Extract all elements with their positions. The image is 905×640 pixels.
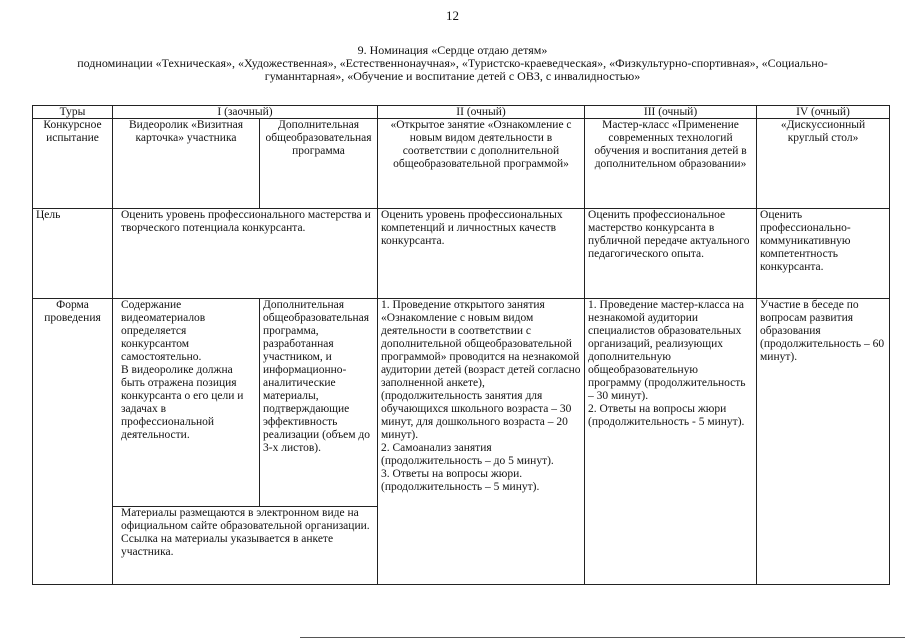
form-t2-item-1: 1. Проведение открытого занятия «Ознакомление с новым видом деятельности в соответствии с дополнительной общеобразовательной программой» проводится на незнакомой аудитории детей (возраст детей согласно заполненной анкете), (продолжительность занятия для обучающихся школьного возраста – 30 минут, для дошкольного возраста – 20 минут). bbox=[381, 299, 581, 441]
form-t3-item-1: 1. Проведение мастер-класса на незнакомой аудитории специалистов образовательных организаций, реализующих дополнительную общеобразовательную программу (продолжительность – 30 минут). bbox=[588, 299, 746, 402]
header-tour-4: IV (очный) bbox=[757, 106, 890, 119]
table-row-contest bbox=[33, 119, 890, 209]
table-row-form bbox=[33, 299, 890, 507]
cell-form-t1-shared bbox=[113, 507, 378, 585]
form-t1-shared-text-1: Материалы размещаются в электронном виде на официальном сайте образовательной организации. bbox=[121, 507, 370, 532]
cell-form-t1-video bbox=[113, 299, 260, 507]
header-tour-3: III (очный) bbox=[585, 106, 757, 119]
row-label-form: Форма проведения bbox=[33, 299, 113, 585]
cell-form-t3 bbox=[585, 299, 757, 585]
cell-contest-t4: «Дискуссионный круглый стол» bbox=[757, 119, 890, 209]
form-t1-video-text-1: Содержание видеоматериалов определяется конкурсантом самостоятельно. bbox=[121, 299, 206, 363]
document-heading bbox=[0, 44, 905, 83]
cell-contest-t3: Мастер-класс «Применение современных технологий обучения и воспитания детей в дополнительном образовании» bbox=[585, 119, 757, 209]
form-t2-item-3: 3. Ответы на вопросы жюри. (продолжительность – 5 минут). bbox=[381, 468, 540, 493]
row-label-contest: Конкурсное испытание bbox=[33, 119, 113, 209]
header-tour-2: II (очный) bbox=[378, 106, 585, 119]
form-t3-item-2: 2. Ответы на вопросы жюри (продолжительность - 5 минут). bbox=[588, 403, 745, 428]
cell-contest-t2: «Открытое занятие «Ознакомление с новым видом деятельности в соответствии с дополнительной общеобразовательной программой» bbox=[378, 119, 585, 209]
contest-table bbox=[32, 105, 890, 585]
cell-form-t2 bbox=[378, 299, 585, 585]
cell-contest-t1-program: Дополнительная общеобразовательная программа bbox=[260, 119, 378, 209]
table-header-row bbox=[33, 106, 890, 119]
cell-goal-t3: Оценить профессиональное мастерство конкурсанта в публичной передаче актуального педагогического опыта. bbox=[585, 209, 757, 299]
page-number: 12 bbox=[446, 8, 459, 23]
table-row-goal bbox=[33, 209, 890, 299]
form-t1-shared-text-2: Ссылка на материалы указывается в анкете участника. bbox=[121, 533, 334, 558]
nomination-subtitle: подноминации «Техническая», «Художественная», «Естественнонаучная», «Туристско-краеведческая», «Физкультурно-спортивная», «Социально-гуманнтарная», «Обучение и воспитание детей с ОВЗ, с инвалидностью» bbox=[77, 56, 828, 83]
nomination-title: 9. Номинация «Сердце отдаю детям» bbox=[357, 43, 548, 57]
page-bottom-rule bbox=[300, 637, 905, 638]
header-tours: Туры bbox=[33, 106, 113, 119]
cell-goal-t2: Оценить уровень профессиональных компетенций и личностных качеств конкурсанта. bbox=[378, 209, 585, 299]
cell-goal-t4: Оценить профессионально-коммуникативную компетентность конкурсанта. bbox=[757, 209, 890, 299]
cell-form-t4: Участие в беседе по вопросам развития образования (продолжительность – 60 минут). bbox=[757, 299, 890, 585]
form-t2-item-2: 2. Самоанализ занятия (продолжительность – до 5 минут). bbox=[381, 442, 554, 467]
cell-contest-t1-video: Видеоролик «Визитная карточка» участника bbox=[113, 119, 260, 209]
cell-form-t1-program: Дополнительная общеобразовательная программа, разработанная участником, и информационно-аналитические материалы, подтверждающие эффективность реализации (объем до 3-х листов). bbox=[260, 299, 378, 507]
cell-goal-t1: Оценить уровень профессионального мастерства и творческого потенциала конкурсанта. bbox=[113, 209, 378, 299]
row-label-goal: Цель bbox=[33, 209, 113, 299]
form-t1-video-text-2: В видеоролике должна быть отражена позиция конкурсанта о его цели и задачах в профессиональной деятельности. bbox=[121, 364, 244, 441]
header-tour-1: I (заочный) bbox=[113, 106, 378, 119]
